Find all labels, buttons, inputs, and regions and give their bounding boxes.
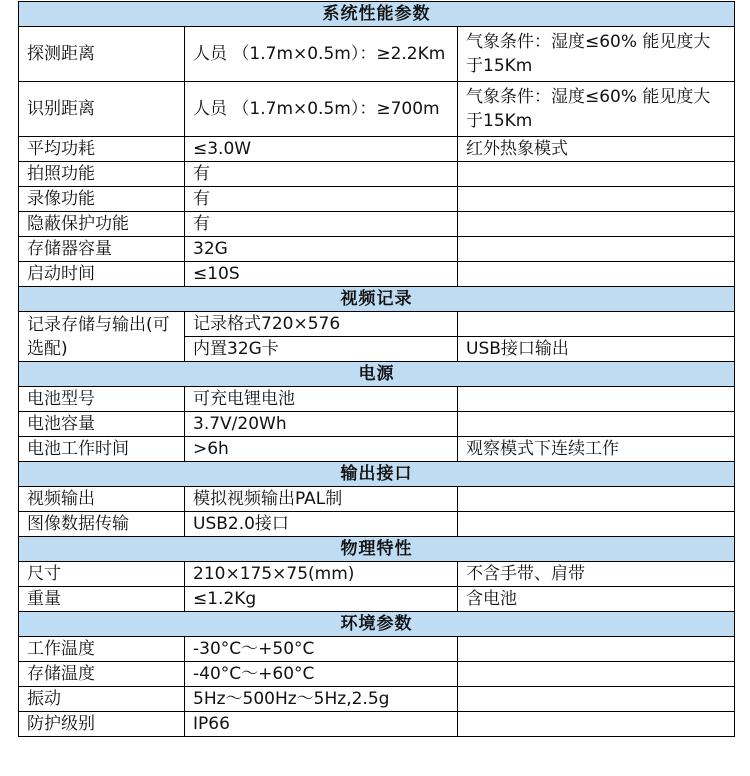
row-label: 电池容量: [19, 412, 185, 437]
section-title: 系统性能参数: [19, 2, 735, 27]
table-row: [19, 437, 735, 462]
row-note: [458, 237, 735, 262]
row-value: ≤3.0W: [185, 137, 458, 162]
table-row: [19, 187, 735, 212]
row-note: 不含手带、肩带: [458, 562, 735, 587]
row-value: 有: [185, 212, 458, 237]
row-value: 210×175×75(mm): [185, 562, 458, 587]
row-value: ≤1.2Kg: [185, 587, 458, 612]
table-row: [19, 562, 735, 587]
row-label: 防护级别: [19, 712, 185, 737]
row-label: 拍照功能: [19, 162, 185, 187]
row-label: 识别距离: [19, 82, 185, 137]
row-label: 探测距离: [19, 27, 185, 82]
row-value: 人员 （1.7m×0.5m）：≥700m: [185, 82, 458, 137]
table-row: [19, 262, 735, 287]
row-label: 存储温度: [19, 662, 185, 687]
row-label: 重量: [19, 587, 185, 612]
row-label: 启动时间: [19, 262, 185, 287]
row-note: USB接口输出: [458, 337, 735, 362]
row-label: 隐蔽保护功能: [19, 212, 185, 237]
section-header: [19, 462, 735, 487]
section-header: [19, 287, 735, 312]
row-value: -40°C～+60°C: [185, 662, 458, 687]
row-value: 32G: [185, 237, 458, 262]
table-row: [19, 387, 735, 412]
row-value: 模拟视频输出PAL制: [185, 487, 458, 512]
row-value: ≤10S: [185, 262, 458, 287]
table-row: [19, 662, 735, 687]
row-value: 有: [185, 187, 458, 212]
row-note: [458, 387, 735, 412]
section-title: 输出接口: [19, 462, 735, 487]
table-row: [19, 212, 735, 237]
row-label: 工作温度: [19, 637, 185, 662]
table-row: [19, 712, 735, 737]
row-value: 记录格式720×576: [185, 312, 458, 337]
section-header: [19, 362, 735, 387]
section-header: [19, 2, 735, 27]
table-row: [19, 487, 735, 512]
row-note: 含电池: [458, 587, 735, 612]
row-note: 红外热象模式: [458, 137, 735, 162]
row-value: USB2.0接口: [185, 512, 458, 537]
spec-table-body: [19, 2, 735, 737]
row-label: 图像数据传输: [19, 512, 185, 537]
row-note: [458, 487, 735, 512]
row-note: [458, 262, 735, 287]
row-value: 内置32G卡: [185, 337, 458, 362]
row-label: 视频输出: [19, 487, 185, 512]
row-value: 可充电锂电池: [185, 387, 458, 412]
row-value: >6h: [185, 437, 458, 462]
row-value: -30°C～+50°C: [185, 637, 458, 662]
table-row: [19, 27, 735, 82]
table-row: [19, 512, 735, 537]
row-value: 有: [185, 162, 458, 187]
row-note: [458, 162, 735, 187]
row-value: 5Hz～500Hz～5Hz,2.5g: [185, 687, 458, 712]
row-note: [458, 412, 735, 437]
row-label: 存储器容量: [19, 237, 185, 262]
row-note: [458, 687, 735, 712]
row-label: 尺寸: [19, 562, 185, 587]
section-title: 环境参数: [19, 612, 735, 637]
row-note: [458, 312, 735, 337]
table-row: [19, 137, 735, 162]
table-row: [19, 637, 735, 662]
row-label: 振动: [19, 687, 185, 712]
table-row: [19, 687, 735, 712]
spec-table: [18, 1, 735, 737]
section-header: [19, 612, 735, 637]
row-label: 平均功耗: [19, 137, 185, 162]
row-note: [458, 187, 735, 212]
table-row: [19, 162, 735, 187]
row-note: [458, 662, 735, 687]
row-note: 观察模式下连续工作: [458, 437, 735, 462]
table-row: [19, 312, 735, 337]
row-note: [458, 637, 735, 662]
table-row: [19, 82, 735, 137]
row-label: 电池工作时间: [19, 437, 185, 462]
section-title: 物理特性: [19, 537, 735, 562]
row-value: 3.7V/20Wh: [185, 412, 458, 437]
section-title: 电源: [19, 362, 735, 387]
table-row: [19, 237, 735, 262]
row-note: [458, 712, 735, 737]
section-header: [19, 537, 735, 562]
section-title: 视频记录: [19, 287, 735, 312]
table-row: [19, 587, 735, 612]
row-note: [458, 512, 735, 537]
table-row: [19, 412, 735, 437]
row-label: 记录存储与输出(可选配): [19, 312, 185, 362]
row-note: 气象条件：湿度≤60% 能见度大于15Km: [458, 27, 735, 82]
row-value: 人员 （1.7m×0.5m）：≥2.2Km: [185, 27, 458, 82]
row-label: 录像功能: [19, 187, 185, 212]
row-label: 电池型号: [19, 387, 185, 412]
row-note: [458, 212, 735, 237]
row-note: 气象条件：湿度≤60% 能见度大于15Km: [458, 82, 735, 137]
row-value: IP66: [185, 712, 458, 737]
